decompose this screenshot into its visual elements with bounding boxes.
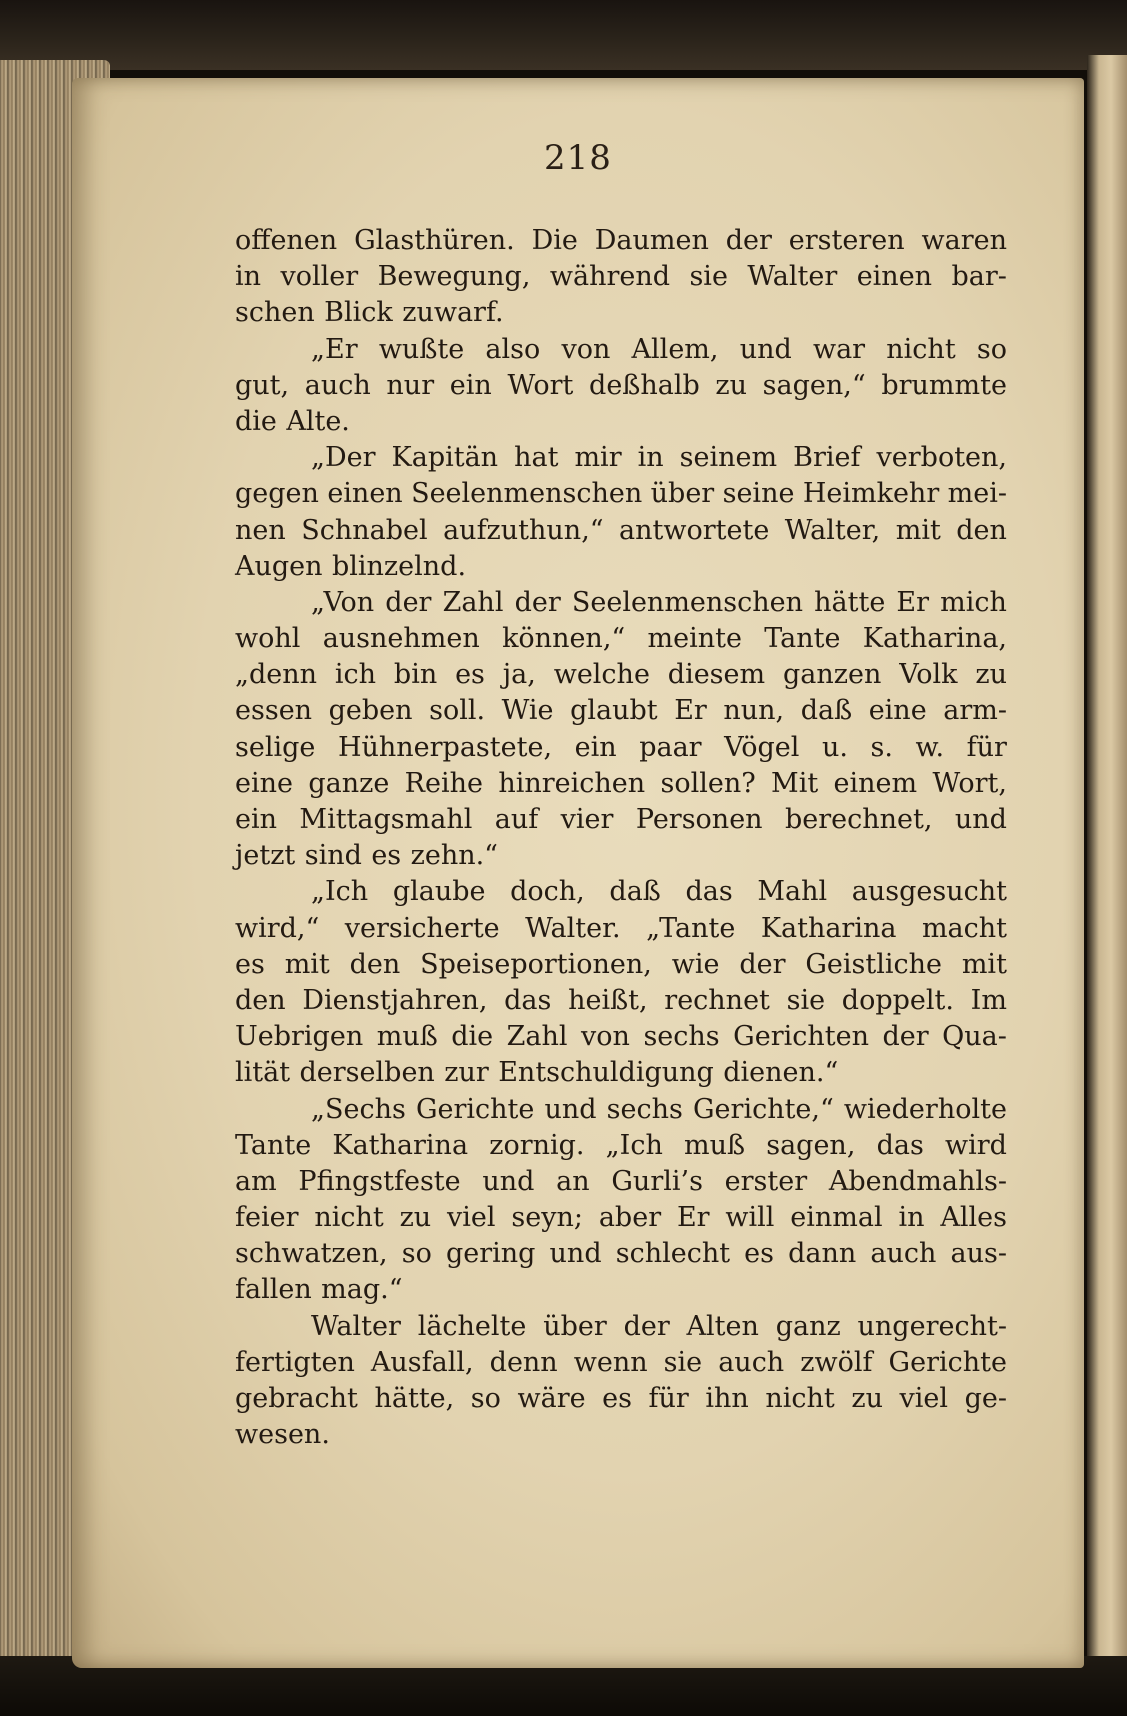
word: von — [561, 333, 611, 365]
word: Hühnerpastete, — [337, 731, 553, 763]
word: gering — [445, 1238, 536, 1270]
word: also — [485, 333, 541, 365]
word: Wort — [507, 369, 574, 401]
text-line — [235, 874, 1007, 910]
word: s. — [870, 731, 893, 763]
text-line — [235, 368, 1007, 404]
text-line — [235, 1309, 1007, 1345]
word: das — [685, 876, 733, 908]
text-line — [235, 1128, 1007, 1164]
word: der — [385, 586, 432, 618]
book-page — [72, 78, 1084, 1668]
word: sie — [689, 261, 728, 293]
word: Qua- — [942, 1021, 1007, 1053]
word: der — [725, 225, 772, 256]
word: Uebrigen — [235, 1021, 364, 1053]
word: es — [455, 659, 485, 691]
word: Walter — [747, 261, 838, 293]
word: den — [235, 984, 286, 1016]
word: der — [882, 1021, 929, 1053]
text-line — [235, 911, 1007, 947]
word: Mahl — [757, 876, 828, 908]
word: der — [739, 948, 786, 980]
word: daß — [800, 695, 853, 727]
text-line — [235, 1055, 1007, 1091]
word: seyn; — [511, 1202, 583, 1234]
word: die — [235, 405, 277, 437]
word: verboten, — [876, 442, 1007, 474]
word: „Ich — [605, 1129, 663, 1161]
word: hätte, — [374, 1383, 455, 1414]
word: der — [623, 1310, 670, 1342]
word: können,“ — [502, 623, 626, 655]
text-line — [235, 440, 1007, 476]
word: Heimkehr — [802, 478, 940, 510]
word: Ausfall, — [370, 1346, 474, 1378]
word: ganzen — [782, 659, 882, 691]
text-line — [235, 766, 1007, 802]
word: für — [648, 1383, 689, 1414]
word: „denn — [235, 659, 318, 691]
word: wiederholte — [843, 1093, 1007, 1125]
word: ja, — [502, 659, 536, 691]
word: waren — [921, 225, 1007, 256]
text-line — [235, 332, 1007, 368]
word: Kapitän — [391, 442, 499, 474]
text-line — [235, 1272, 1007, 1308]
word: voller — [280, 261, 359, 293]
text-line — [235, 802, 1007, 838]
word: wenn — [573, 1346, 648, 1378]
text-line — [235, 259, 1007, 295]
text-line — [235, 1417, 1007, 1453]
word: sie — [663, 1346, 703, 1378]
word: aufzuthun,“ — [443, 514, 604, 546]
word: hat — [514, 442, 559, 474]
word: mit — [895, 514, 941, 546]
word: jetzt — [235, 840, 296, 872]
word: Alten — [686, 1310, 759, 1342]
page-number: 218 — [544, 138, 612, 178]
word: glaubt — [570, 695, 658, 727]
word: Wie — [501, 695, 554, 727]
word: Bewegung, — [377, 261, 531, 293]
word: sagen, — [766, 1129, 856, 1161]
word: nicht — [765, 1383, 835, 1414]
word: Alles — [940, 1202, 1007, 1234]
text-line — [235, 1092, 1007, 1128]
word: Blick — [324, 297, 393, 329]
word: Glasthüren. — [354, 225, 515, 256]
text-line — [235, 693, 1007, 729]
word: auch — [870, 1238, 937, 1270]
word: muß — [684, 1129, 746, 1161]
word: sechs — [643, 1021, 720, 1053]
word: Gerichten — [733, 1021, 869, 1053]
word: es — [602, 1383, 632, 1414]
word: Katharina, — [862, 623, 1007, 655]
word: bar- — [951, 261, 1007, 293]
word: fertigten — [235, 1346, 355, 1378]
word: Speiseportionen, — [420, 948, 652, 980]
word: zwölf — [800, 1346, 873, 1378]
word: das — [876, 1129, 924, 1161]
word: Augen — [235, 550, 323, 582]
word: seine — [722, 478, 795, 510]
word: für — [966, 731, 1007, 763]
word: Volk — [899, 659, 958, 691]
word: vier — [560, 804, 614, 835]
word: „Sechs — [311, 1093, 406, 1125]
word: nen — [235, 514, 286, 546]
word: gebracht — [235, 1383, 358, 1414]
word: ein — [574, 731, 617, 763]
word: einen — [327, 478, 403, 510]
word: ich — [334, 659, 377, 691]
word: Im — [970, 984, 1007, 1016]
word: zur — [444, 1057, 489, 1089]
word: ge- — [964, 1383, 1007, 1414]
word: offenen — [235, 225, 338, 256]
word: in — [898, 1202, 925, 1234]
word: einen — [856, 261, 933, 293]
word: Walter — [311, 1310, 401, 1342]
word: wohl — [235, 623, 301, 655]
word: Gerichte — [888, 1346, 1007, 1378]
word: so — [470, 1383, 501, 1414]
word: deßhalb — [589, 369, 700, 401]
word: war — [812, 333, 866, 365]
word: auch — [718, 1346, 785, 1378]
word: geben — [328, 695, 413, 727]
word: und — [954, 804, 1007, 835]
word: von — [581, 1021, 630, 1053]
word: das — [504, 984, 552, 1016]
word: daß — [609, 876, 661, 908]
word: Gerichte,“ — [692, 1093, 834, 1125]
word: doch, — [510, 876, 585, 908]
word: auch — [304, 369, 371, 401]
word: zuwarf. — [402, 297, 504, 329]
word: Dienstjahren, — [302, 984, 488, 1016]
word: schlecht — [615, 1238, 731, 1270]
word: ganz — [775, 1310, 841, 1342]
word: am — [235, 1165, 277, 1197]
word: sind — [304, 840, 362, 872]
word: rechnet — [664, 984, 770, 1016]
word: zu — [715, 369, 748, 401]
text-line — [235, 1381, 1007, 1417]
word: aus- — [950, 1238, 1007, 1270]
word: mag.“ — [321, 1274, 403, 1306]
word: den — [956, 514, 1007, 546]
text-line — [235, 730, 1007, 766]
word: essen — [235, 695, 313, 727]
word: derselben — [299, 1057, 435, 1089]
word: in — [235, 261, 262, 293]
word: „Tante — [646, 912, 736, 944]
word: Mittagsmahl — [299, 804, 473, 835]
text-line — [235, 1345, 1007, 1381]
word: dienen.“ — [723, 1057, 839, 1089]
right-page-edge — [1087, 55, 1127, 1675]
word: in — [637, 442, 664, 474]
word: und — [544, 1093, 597, 1125]
word: zornig. — [489, 1129, 585, 1161]
word: sagen,“ — [762, 369, 866, 401]
word: während — [549, 261, 671, 293]
word: Seelenmenschen — [571, 586, 804, 618]
text-line — [235, 1236, 1007, 1272]
word: Allem, — [631, 333, 719, 365]
word: Brief — [793, 442, 861, 474]
text-line — [235, 657, 1007, 693]
word: gut, — [235, 369, 290, 401]
word: Tante — [235, 1129, 312, 1161]
text-line — [235, 983, 1007, 1019]
word: ausnehmen — [322, 623, 480, 655]
word: auf — [494, 804, 539, 835]
word: ersteren — [788, 225, 905, 256]
word: versicherte — [344, 912, 500, 944]
word: Er — [676, 1202, 710, 1234]
word: hätte — [814, 586, 886, 618]
word: Gurli’s — [611, 1165, 703, 1197]
word: Zahl — [442, 586, 504, 618]
word: zu — [399, 1202, 432, 1234]
word: u. — [821, 731, 848, 763]
word: mei- — [947, 478, 1007, 510]
word: wie — [671, 948, 720, 980]
word: Pfingstfeste — [298, 1165, 461, 1197]
text-line — [235, 404, 1007, 440]
word: dann — [788, 1238, 857, 1270]
word: Wort, — [932, 767, 1007, 799]
word: diesem — [667, 659, 766, 691]
word: Katharina — [760, 912, 897, 944]
word: und — [482, 1165, 535, 1197]
word: doppelt. — [841, 984, 954, 1016]
word: es — [744, 1238, 775, 1270]
word: nun, — [723, 695, 785, 727]
word: schwatzen, — [235, 1238, 388, 1270]
word: mit — [961, 948, 1007, 980]
word: will — [725, 1202, 775, 1234]
word: „Ich — [311, 876, 369, 908]
word: viel — [447, 1202, 496, 1234]
word: ganze — [308, 767, 390, 799]
word: Seelenmenschen — [411, 478, 643, 510]
word: Geistliche — [805, 948, 942, 980]
word: hinreichen — [498, 767, 646, 799]
word: „Der — [311, 442, 376, 474]
word: einmal — [790, 1202, 883, 1234]
book-cover-top-edge — [0, 0, 1127, 70]
word: fallen — [235, 1274, 312, 1306]
word: die — [451, 1021, 494, 1053]
word: selige — [235, 731, 316, 763]
word: Walter. — [525, 912, 621, 944]
word: der — [514, 586, 561, 618]
text-line — [235, 621, 1007, 657]
word: „Er — [311, 333, 358, 365]
word: Tante — [764, 623, 841, 655]
word: mich — [940, 586, 1007, 618]
word: Schnabel — [301, 514, 428, 546]
word: Zahl — [506, 1021, 568, 1053]
word: lächelte — [417, 1310, 527, 1342]
word: paar — [639, 731, 702, 763]
text-line — [235, 838, 1007, 874]
word: Reihe — [404, 767, 483, 799]
word: Mit — [771, 767, 819, 799]
word: sollen? — [660, 767, 756, 799]
word: zehn.“ — [410, 840, 498, 872]
text-line — [235, 295, 1007, 331]
word: so — [976, 333, 1007, 365]
word: Alte. — [286, 405, 350, 437]
word: Abendmahls- — [828, 1165, 1007, 1197]
word: berechnet, — [784, 804, 933, 835]
word: und — [549, 1238, 602, 1270]
word: glaube — [392, 876, 486, 908]
word: Er — [674, 695, 707, 727]
word: antwortete — [619, 514, 770, 546]
word: Daumen — [594, 225, 709, 256]
text-line — [235, 1164, 1007, 1200]
word: muß — [376, 1021, 438, 1053]
word: über — [650, 478, 715, 510]
word: blinzelnd. — [331, 550, 467, 582]
word: ausgesucht — [851, 876, 1007, 908]
text-line — [235, 947, 1007, 983]
text-line — [235, 223, 1007, 259]
word: Entschuldigung — [498, 1057, 714, 1089]
word: sie — [786, 984, 826, 1016]
word: Die — [531, 225, 578, 256]
word: soll. — [429, 695, 486, 727]
word: ein — [235, 804, 278, 835]
word: Personen — [635, 804, 763, 835]
word: viel — [899, 1383, 949, 1414]
word: welche — [553, 659, 650, 691]
word: eine — [868, 695, 927, 727]
word: mit — [284, 948, 330, 980]
word: so — [401, 1238, 432, 1270]
word: an — [556, 1165, 590, 1197]
word: wird — [945, 1129, 1007, 1161]
word: nicht — [886, 333, 956, 365]
word: sechs — [606, 1093, 683, 1125]
word: Gerichte — [415, 1093, 535, 1125]
word: und — [739, 333, 792, 365]
text-line — [235, 549, 1007, 585]
word: wird,“ — [235, 912, 320, 944]
word: denn — [489, 1346, 558, 1378]
word: zu — [975, 659, 1007, 691]
word: es — [235, 948, 265, 980]
word: nicht — [314, 1202, 384, 1234]
text-line — [235, 585, 1007, 621]
text-line — [235, 1200, 1007, 1236]
word: zu — [851, 1383, 883, 1414]
word: es — [371, 840, 402, 872]
word: wußte — [378, 333, 465, 365]
word: ihn — [705, 1383, 749, 1414]
word: wesen. — [235, 1419, 330, 1451]
word: arm- — [943, 695, 1007, 727]
word: gegen — [235, 478, 319, 510]
text-line — [235, 1019, 1007, 1055]
word: mir — [574, 442, 622, 474]
word: lität — [235, 1057, 291, 1089]
word: den — [349, 948, 401, 980]
text-line — [235, 476, 1007, 512]
word: erster — [724, 1165, 808, 1197]
word: eine — [235, 767, 293, 799]
word: Katharina — [332, 1129, 469, 1161]
word: Er — [896, 586, 930, 618]
text-line — [235, 513, 1007, 549]
word: „Von — [311, 586, 375, 618]
word: nur — [386, 369, 435, 401]
word: heißt, — [568, 984, 648, 1016]
word: wäre — [517, 1383, 586, 1414]
word: seinem — [679, 442, 778, 474]
word: über — [543, 1310, 607, 1342]
word: Vögel — [724, 731, 800, 763]
word: aber — [598, 1202, 662, 1234]
word: schen — [235, 297, 315, 329]
word: w. — [915, 731, 945, 763]
word: brummte — [881, 369, 1007, 401]
word: macht — [921, 912, 1007, 944]
word: ein — [449, 369, 492, 401]
body-text — [235, 223, 1007, 1453]
word: feier — [235, 1202, 299, 1234]
word: ungerecht- — [857, 1310, 1007, 1342]
word: bin — [393, 659, 438, 691]
word: einem — [833, 767, 918, 799]
word: meinte — [647, 623, 742, 655]
word: Walter, — [784, 514, 881, 546]
